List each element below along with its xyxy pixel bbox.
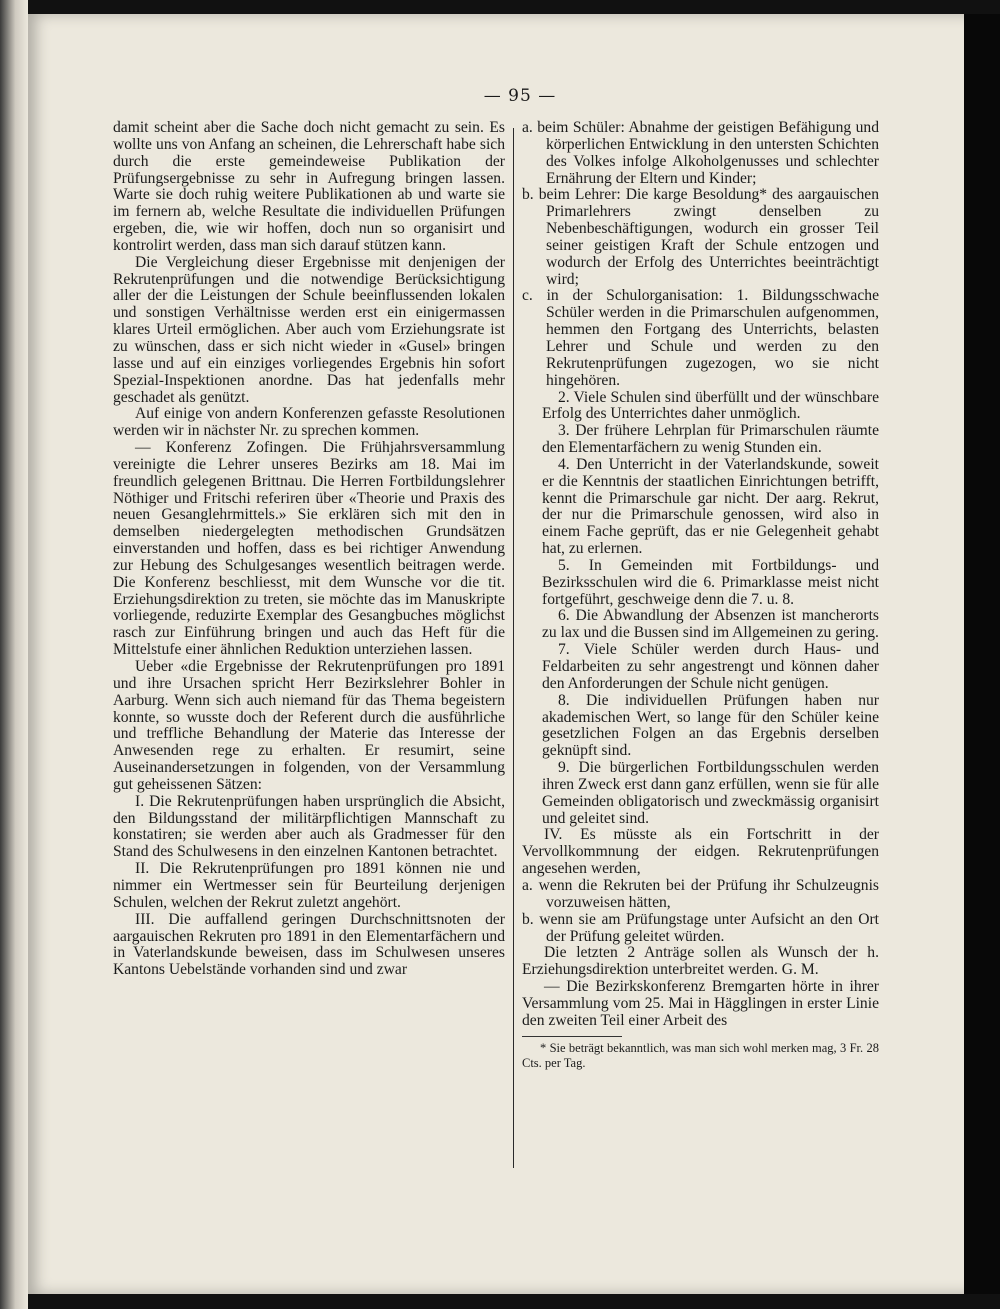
footnote: * Sie beträgt bekanntlich, was man sich wohl merken mag, 3 Fr. 28 Cts. per Tag. [522,1040,879,1070]
scan-border [964,14,1000,1294]
list-item: 8. Die individuellen Prüfungen haben nur akademischen Wert, so lange für den Schüler keine gesetzlichen Folgen an das Ergebnis derselben geknüpft sind. [542,691,879,760]
list-item: a. wenn die Rekruten bei der Prüfung ihr Schulzeugnis vorzuweisen hätten, [522,876,879,911]
paragraph: Auf einige von andern Konferenzen gefasste Resolutionen werden wir in nächster Nr. zu sprechen kommen. [113,405,505,440]
paragraph: Ueber «die Ergebnisse der Rekrutenprüfungen pro 1891 und ihre Ursachen spricht Herr Bezirkslehrer Bohler in Aarburg. Wenn sich auch niemand für das Thema begeistern konnte, so wusste doch der Referent durch die ausführliche und treffliche Behandlung der Materie das Interesse der Anwesenden rege zu erhalten. Er resumirt, seine Auseinandersetzungen in folgenden, von der Versammlung gut geheissenen Sätzen: [113,658,505,793]
list-item: b. beim Lehrer: Die karge Besoldung* des aargauischen Primarlehrers zwingt denselben zu Nebenbeschäftigungen, wodurch ein grosser Teil seiner geistigen Kraft der Schule entzogen und wodurch der Erfolg des Unterrichtes beeinträchtigt wird; [522,186,879,288]
column-divider [513,128,514,1168]
list-item: 4. Den Unterricht in der Vaterlandskunde, soweit er die Kenntnis der staatlichen Einrichtungen betrifft, kennt die Primarschule gar nicht. Der aarg. Rekrut, der nur die Primarschule genossen, wird also in einem Fache geprüft, das er nie Gelegenheit gehabt hat, zu erlernen. [542,455,879,558]
list-item: b. wenn sie am Prüfungstage unter Aufsicht an den Ort der Prüfung geleitet würden. [522,910,879,945]
right-column [522,120,879,1071]
footnote-separator [522,1036,622,1037]
thesis-item: II. Die Rekrutenprüfungen pro 1891 können nie und nimmer ein Wertmesser sein für Beurteilung derjenigen Schulen, welchen der Rekrut zuletzt angehört. [113,860,505,911]
book-spine [0,0,28,1309]
thesis-item: III. Die auffallend geringen Durchschnittsnoten der aargauischen Rekruten pro 1891 in den Elementarfächern und in Vaterlandskunde beweisen, dass im Schulwesen unseres Kantons Uebelstände vorhanden sind und zwar [113,910,505,979]
page-number: — 95 — [483,86,557,106]
left-column [113,120,505,979]
list-item: 9. Die bürgerlichen Fortbildungsschulen werden ihren Zweck erst dann ganz erfüllen, wenn sie für alle Gemeinden obligatorisch und zweckmässig organisirt und geleitet sind. [542,759,879,827]
list-item: 6. Die Abwandlung der Absenzen ist mancherorts zu lax und die Bussen sind im Allgemeinen zu gering. [542,607,879,642]
paragraph-konferenz-zofingen: — Konferenz Zofingen. Die Frühjahrsversammlung vereinigte die Lehrer unseres Bezirks am 18. Mai im freundlich gelegenen Brittnau. Die Herren Fortbildungslehrer Nöthiger und Fritschi referiren über «Theorie und Praxis des neuen Gesanglehrmittels.» Sie erklären sich mit den in demselben niedergelegten methodischen Grundsätzen einverstanden und hoffen, dass es bei richtiger Anwendung zur Hebung des Schulgesanges wesentlich beitragen werde. Die Konferenz beschliesst, mit dem Wunsche vor die tit. Erziehungsdirektion zu treten, sie möchte das im Manuskripte vorliegende, reduzirte Exemplar des Gesangbuches möglichst rasch zur Einführung bringen und auch das Heft für die Mittelstufe einer ähnlichen Reduktion unterziehen lassen. [113,439,505,659]
list-item: 5. In Gemeinden mit Fortbildungs- und Bezirksschulen wird die 6. Primarklasse meist nicht fortgeführt, geschweige denn die 7. u. 8. [542,556,879,608]
paragraph: Die Vergleichung dieser Ergebnisse mit denjenigen der Rekrutenprüfungen und die notwendige Berücksichtigung aller der die Leistungen der Schule beeinflussenden lokalen und sonstigen Verhältnisse werden erst ein einigermassen klares Urteil ermöglichen. Aber auch vom Erziehungsrate ist zu wünschen, dass er sich nicht wieder in «Gusel» bringen lasse und auf ein einziges vorliegendes Ergebnis hin sofort Spezial-Inspektionen anordne. Das hat jedenfalls mehr geschadet als genützt. [113,253,505,406]
list-item: c. in der Schulorganisation: 1. Bildungsschwache Schüler werden in die Primarschulen aufgenommen, hemmen den Fortgang des Unterrichts, belasten Lehrer und Schule und werden zu den Rekrutenprüfungen zugezogen, wo sie nicht hingehören. [522,287,879,389]
paragraph: damit scheint aber die Sache doch nicht gemacht zu sein. Es wollte uns von Anfang an scheinen, die Lehrerschaft habe sich durch die erste gemeindeweise Publikation der Prüfungsergebnisse zu sehr in Aufregung bringen lassen. Warte sie doch ruhig weitere Publikationen ab und warte sie im fernern ab, welche Resultate die individuellen Prüfungen ergeben, die, wie wir hoffen, doch nun so organisirt und kontrolirt werden, dass man sich darauf stützen kann. [113,119,505,254]
paragraph-bremgarten: — Die Bezirkskonferenz Bremgarten hörte in ihrer Versammlung vom 25. Mai in Hägglingen in erster Linie den zweiten Teil einer Arbeit des [522,978,879,1029]
list-item: a. beim Schüler: Abnahme der geistigen Befähigung und körperlichen Entwicklung in den untersten Schichten des Volkes infolge Alkoholgenusses und schlechter Ernährung der Eltern und Kinder; [522,119,879,187]
list-item: 3. Der frühere Lehrplan für Primarschulen räumte den Elementarfächern zu wenig Stunden ein. [542,422,879,457]
thesis-item: IV. Es müsste als ein Fortschritt in der Vervollkommnung der eidgen. Rekrutenprüfungen angesehen werden, [522,826,879,878]
thesis-item: I. Die Rekrutenprüfungen haben ursprünglich die Absicht, den Bildungsstand der militärpflichtigen Mannschaft zu konstatiren; sie werden aber auch als Gradmesser für den Stand des Schulwesens in den einzelnen Kantonen betrachtet. [113,792,505,861]
list-item: 2. Viele Schulen sind überfüllt und der wünschbare Erfolg des Unterrichtes daher unmöglich. [542,388,879,423]
paragraph: Die letzten 2 Anträge sollen als Wunsch der h. Erziehungsdirektion unterbreitet werden. G. M. [522,944,879,979]
list-item: 7. Viele Schüler werden durch Haus- und Feldarbeiten zu sehr angestrengt und können daher den Anforderungen der Schule nicht genügen. [542,641,879,692]
